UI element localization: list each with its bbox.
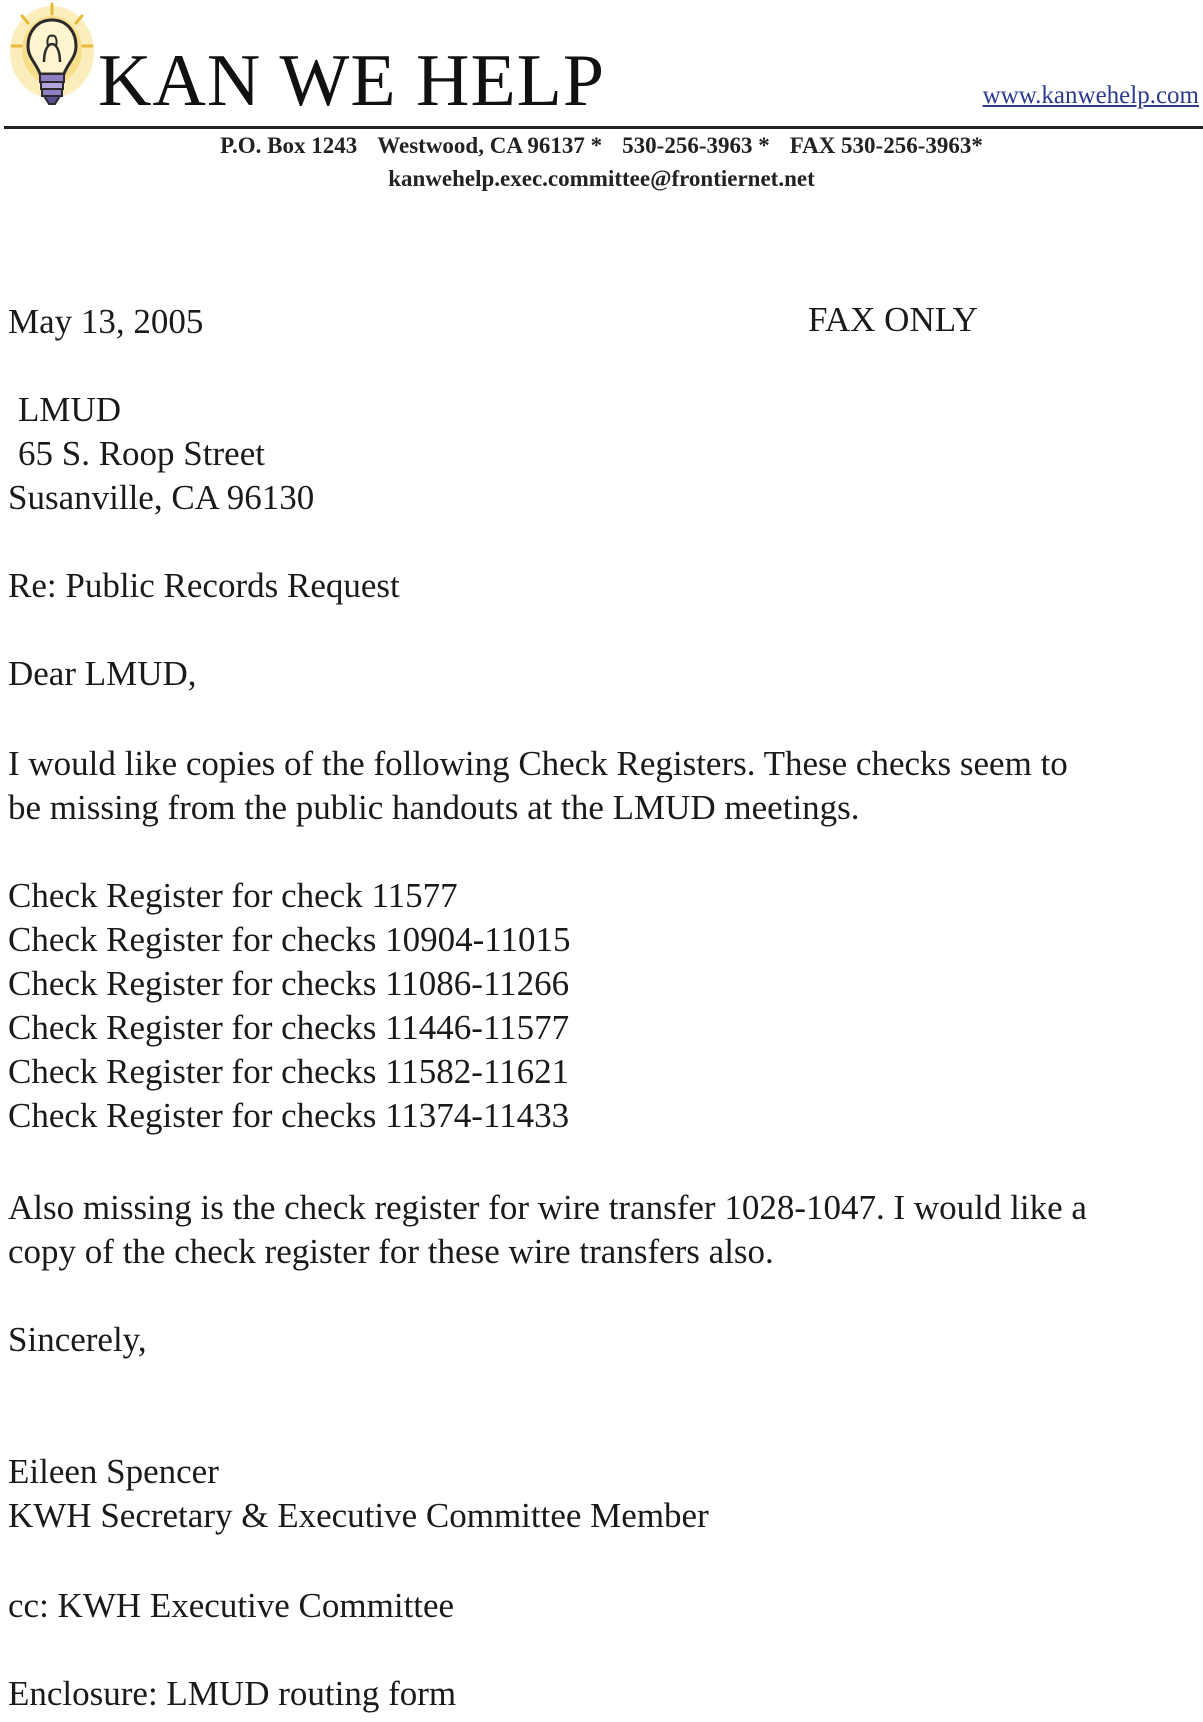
signer-title: KWH Secretary & Executive Committee Member <box>8 1496 709 1535</box>
city-state-zip: Westwood, CA 96137 * <box>377 133 603 158</box>
list-item: Check Register for checks 11086-11266 <box>8 964 570 1003</box>
list-item: Check Register for checks 10904-11015 <box>8 920 571 959</box>
list-item: Check Register for checks 11446-11577 <box>8 1008 570 1047</box>
recipient-name: LMUD <box>18 390 122 429</box>
check-register-list <box>8 874 570 1138</box>
salutation: Dear LMUD, <box>8 654 197 693</box>
org-name: KAN WE HELP <box>98 40 606 122</box>
enclosure-line: Enclosure: LMUD routing form <box>8 1674 457 1713</box>
po-box: P.O. Box 1243 <box>220 133 358 158</box>
cc-line: cc: KWH Executive Committee <box>8 1586 455 1625</box>
phone: 530-256-3963 * <box>622 133 770 158</box>
recipient-city: Susanville, CA 96130 <box>8 478 315 517</box>
list-item: Check Register for checks 11374-11433 <box>8 1096 570 1135</box>
delivery-method: FAX ONLY <box>808 300 978 339</box>
fax: FAX 530-256-3963* <box>789 133 983 158</box>
lightbulb-icon <box>8 2 98 120</box>
email-address: kanwehelp.exec.committee@frontiernet.net <box>388 166 815 191</box>
paragraph-line: be missing from the public handouts at the LMUD meetings. <box>8 788 860 827</box>
letterhead-divider <box>4 126 1203 129</box>
paragraph-line: copy of the check register for these wire transfers also. <box>8 1232 774 1271</box>
letter-date: May 13, 2005 <box>8 302 204 341</box>
paragraph-line: Also missing is the check register for wire transfer 1028-1047. I would like a <box>8 1188 1087 1227</box>
list-item: Check Register for check 11577 <box>8 876 458 915</box>
paragraph-line: I would like copies of the following Check Registers. These checks seem to <box>8 744 1068 783</box>
recipient-street: 65 S. Roop Street <box>18 434 265 473</box>
closing: Sincerely, <box>8 1320 147 1359</box>
contact-line <box>0 133 1203 159</box>
website-link[interactable]: www.kanwehelp.com <box>982 82 1199 109</box>
signer-name: Eileen Spencer <box>8 1452 219 1491</box>
subject-line: Re: Public Records Request <box>8 566 400 605</box>
list-item: Check Register for checks 11582-11621 <box>8 1052 570 1091</box>
